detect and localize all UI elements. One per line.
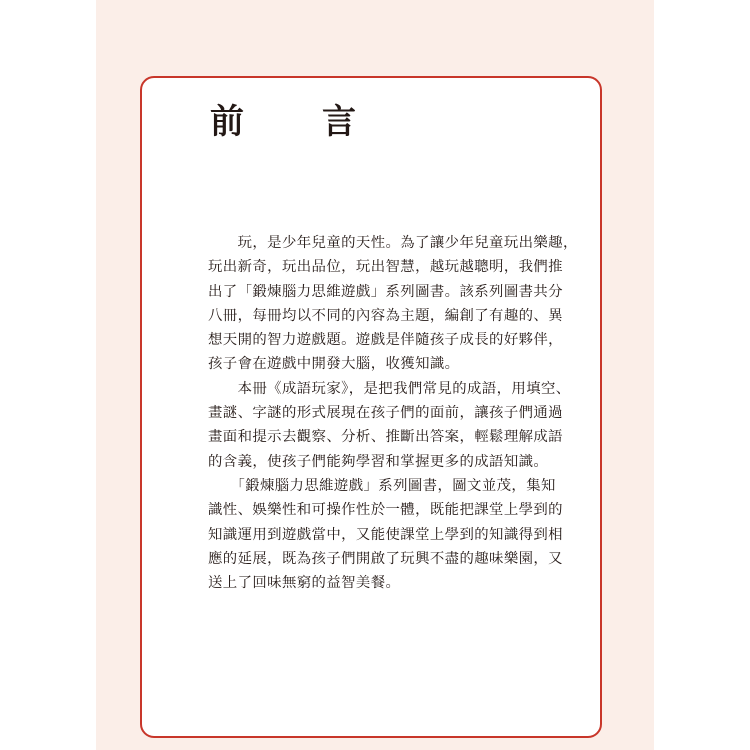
text-line: 出了「鍛煉腦力思維遊戲」系列圖書。該系列圖書共分 [208,283,563,300]
text-line: 知識運用到遊戲當中，又能使課堂上學到的知識得到相 [208,526,563,543]
text-line: 玩出新奇，玩出品位，玩出智慧，越玩越聰明，我們推 [208,259,563,276]
text-line: 的含義，使孩子們能夠學習和掌握更多的成語知識。 [208,453,549,470]
page-title: 前 言 [210,102,378,142]
text-line: 「鍛煉腦力思維遊戲」系列圖書，圖文並茂，集知 [208,477,556,494]
text-line: 應的延展，既為孩子們開啟了玩興不盡的趣味樂園，又 [208,550,563,567]
preface-body [208,231,578,595]
text-line: 畫謎、字謎的形式展現在孩子們的面前，讓孩子們通過 [208,405,563,422]
text-line: 畫面和提示去觀察、分析、推斷出答案，輕鬆理解成語 [208,429,563,446]
preface-frame [140,76,602,738]
text-line: 孩子會在遊戲中開發大腦，收獲知識。 [208,356,460,373]
text-line: 玩，是少年兒童的天性。為了讓少年兒童玩出樂趣， [208,235,578,251]
text-line: 本冊《成語玩家》，是把我們常見的成語，用填空、 [208,380,571,397]
text-line: 八冊，每冊均以不同的內容為主題，編創了有趣的、異 [208,307,563,324]
text-line: 送上了回味無窮的益智美餐。 [208,575,401,592]
text-line: 想天開的智力遊戲題。遊戲是伴隨孩子成長的好夥伴， [208,332,563,349]
text-line: 識性、娛樂性和可操作性於一體，既能把課堂上學到的 [208,502,563,519]
